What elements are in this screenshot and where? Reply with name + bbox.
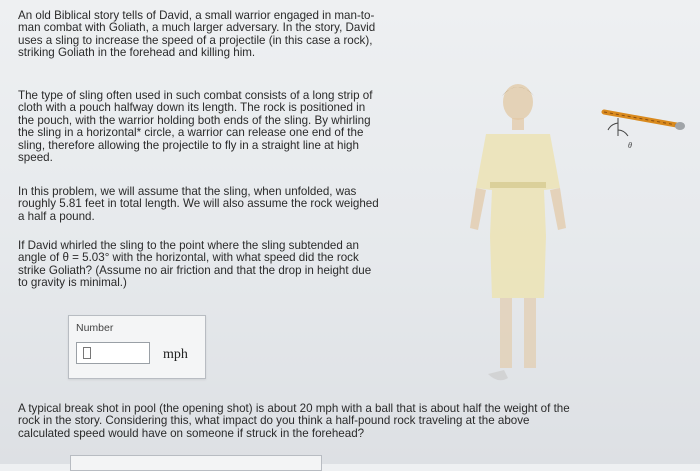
intro-paragraph: An old Biblical story tells of David, a small warrior engaged in man-to- man combat with Goliath, a much larger adversary. In the story, David uses a sling to increase the speed of a projectile (in this case a rock), striking Goliath in the forehead and killing him.: [18, 9, 376, 60]
angle-theta-label: θ: [628, 141, 632, 150]
david-illustration: [470, 84, 566, 380]
answer-box: [68, 315, 206, 379]
david-sling-figure: [468, 78, 700, 398]
question-paragraph: If David whirled the sling to the point where the sling subtended an angle of θ = 5.03° with the horizontal, with what speed did the rock strike Goliath? (Assume no air friction and that the drop in height due to gravity is minimal.): [18, 239, 372, 290]
figure-drawing: [468, 78, 700, 398]
unit-label: mph: [163, 347, 188, 362]
number-label: Number: [76, 322, 114, 334]
sling-description-paragraph: The type of sling often used in such combat consists of a long strip of cloth with a pouch halfway down its length. The rock is positioned in the pouch, with the warrior holding both ends of the sling. By whirling the sling in a horizontal* circle, a warrior can release one end of the sling, therefore allowing the projectile to fly in a straight line at high speed.: [18, 89, 373, 165]
followup-answer-field[interactable]: [70, 455, 322, 471]
followup-paragraph: A typical break shot in pool (the opening shot) is about 20 mph with a ball that is about half the weight of the rock in the story. Considering this, what impact do you think a half-pound rock traveling at the above calculated speed would have on someone if struck in the forehead?: [18, 402, 570, 440]
assumptions-paragraph: In this problem, we will assume that the sling, when unfolded, was roughly 5.81 feet in total length. We will also assume the rock weighed a half a pound.: [18, 185, 379, 223]
sling-diagram: [604, 112, 685, 150]
speed-answer-input[interactable]: [76, 342, 150, 364]
